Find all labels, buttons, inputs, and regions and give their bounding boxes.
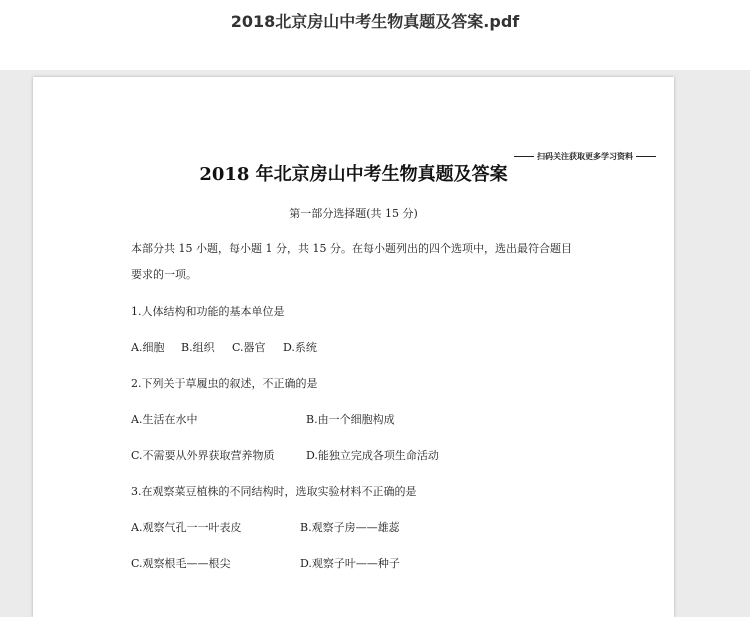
watermark-text: 扫码关注获取更多学习资料 [537,152,633,161]
q2-option-c: C.不需要从外界获取营养物质 [131,449,275,462]
watermark-rule-right [636,156,656,157]
q2-option-b: B.由一个细胞构成 [306,413,395,426]
question-2-stem: 2.下列关于草履虫的叙述，不正确的是 [131,377,318,390]
q1-option-c: C.器官 [232,341,266,354]
document-title: 2018 年北京房山中考生物真题及答案 [199,164,508,185]
viewer-header [0,0,750,70]
intro-line-2: 要求的一项。 [131,268,197,281]
question-3-stem: 3.在观察菜豆植株的不同结构时，选取实验材料不正确的是 [131,485,417,498]
intro-line-1: 本部分共 15 小题，每小题 1 分，共 15 分。在每小题列出的四个选项中，选出最符合题目 [131,242,572,255]
q2-option-a: A.生活在水中 [131,413,198,426]
question-1-stem: 1.人体结构和功能的基本单位是 [131,305,285,318]
q1-option-a: A.细胞 [131,341,165,354]
q2-option-d: D.能独立完成各项生命活动 [306,449,439,462]
pdf-page[interactable] [33,77,674,617]
watermark-rule-left [514,156,534,157]
q1-option-d: D.系统 [283,341,317,354]
q3-option-a: A.观察气孔一一叶表皮 [131,521,242,534]
section-title: 第一部分选择题(共 15 分) [289,207,418,220]
q1-option-b: B.组织 [181,341,215,354]
q3-option-b: B.观察子房——雄蕊 [300,521,400,534]
file-title: 2018北京房山中考生物真题及答案.pdf [230,12,520,31]
q3-option-c: C.观察根毛——根尖 [131,557,231,570]
q3-option-d: D.观察子叶——种子 [300,557,400,570]
